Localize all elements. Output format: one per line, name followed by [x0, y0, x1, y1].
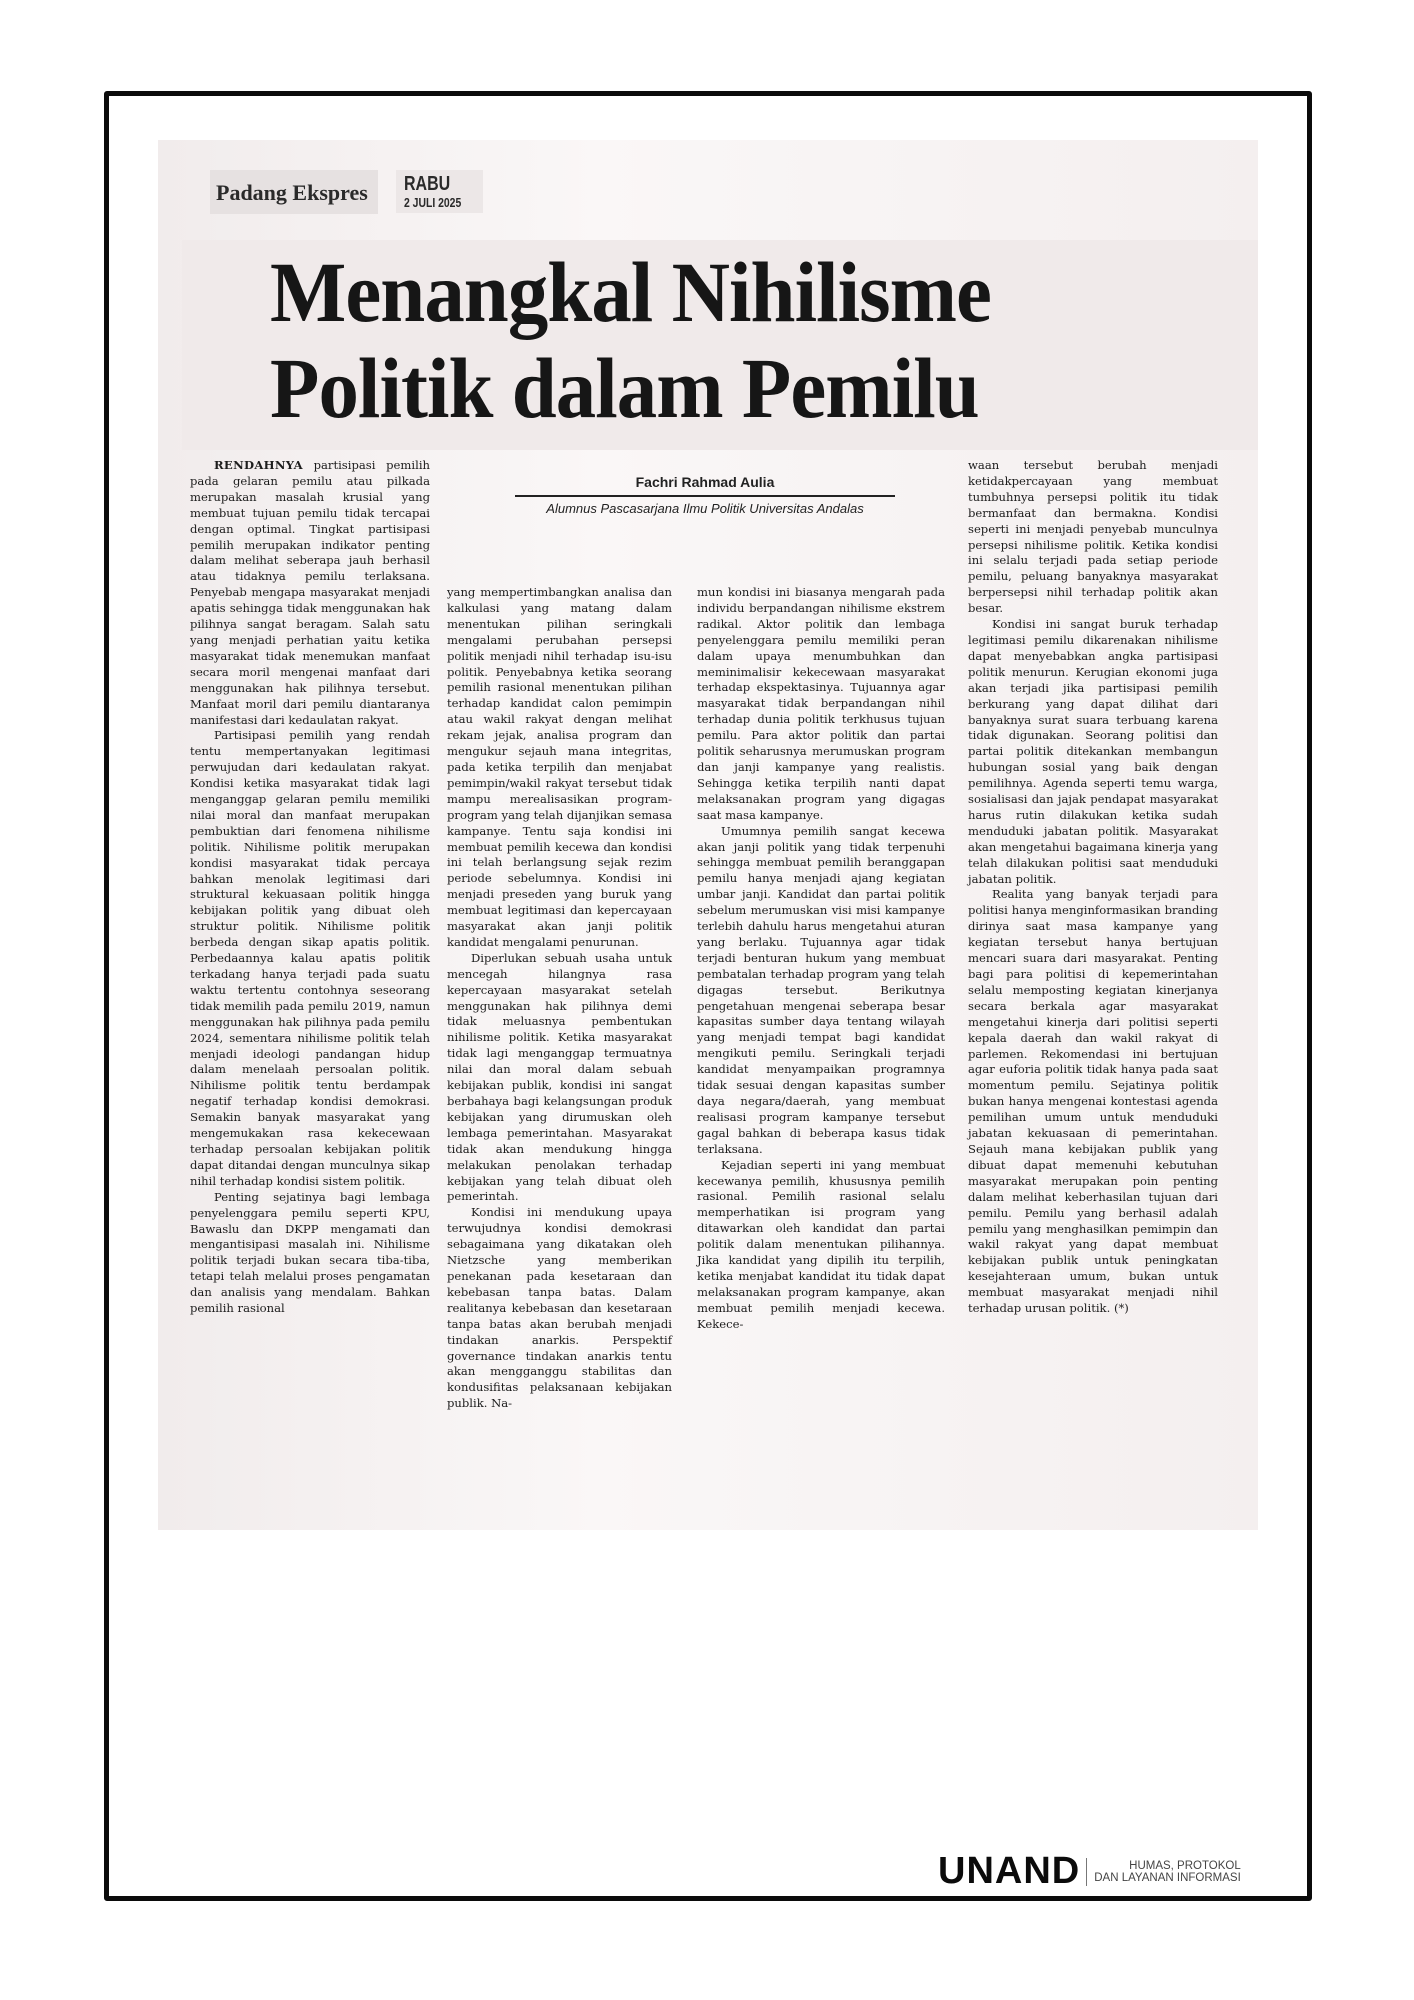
article-column-4	[968, 458, 1218, 1317]
unit-line-1: HUMAS, PROTOKOL	[1129, 1859, 1241, 1872]
paragraph: yang mempertimbangkan analisa dan kalkulasi yang matang dalam menentukan pilihan seringkali mengalami perubahan persepsi politik menjadi nihil terhadap isu-isu politik. Penyebabnya ketika seorang pemilih rasional menentukan pilihan terhadap kandidat calon pemimpin atau wakil rakyat dengan melihat rekam jejak, analisa program dan mengukur sejauh mana integritas, pada ketika terpilih dan menjabat pemimpin/wakil rakyat tersebut tidak mampu merealisasikan program-program yang telah dijanjikan semasa kampanye. Tentu saja kondisi ini membuat pemilih kecewa dan kondisi ini telah berlangsung sejak rezim periode sebelumnya. Kondisi ini menjadi preseden yang buruk yang membuat legitimasi dan kepercayaan masyarakat akan janji politik kandidat mengalami penurunan.	[447, 585, 672, 949]
publication-date	[396, 170, 484, 213]
paragraph: Diperlukan sebuah usaha untuk mencegah hilangnya rasa kepercayaan masyarakat setelah menggunakan hak pilihnya demi tidak meluasnya pembentukan nihilisme politik. Ketika masyarakat tidak lagi menganggap termuatnya nilai dan moral dalam sebuah kebijakan publik, kondisi ini sangat berbahaya bagi kelangsungan produk kebijakan yang dirumuskan oleh lembaga pemerintahan. Masyarakat tidak akan mendukung hingga melakukan penolakan terhadap kebijakan yang telah dibuat oleh pemerintah.	[447, 950, 672, 1204]
newspaper-name: Padang Ekspres	[210, 170, 378, 214]
author-name: Fachri Rahmad Aulia	[515, 474, 895, 497]
paragraph: Realita yang banyak terjadi para politisi hanya menginformasikan branding dirinya saat masa kampanye yang kegiatan tersebut hanya bertujuan mencari suara dari masyarakat. Penting bagi para politisi di kepemerintahan selalu memposting kegiatan kinerjanya secara berkala agar masyarakat mengetahui kinerja dari politisi seperti kepala daerah dan wakil rakyat di parlemen. Rekomendasi ini bertujuan agar euforia politik tidak hanya pada saat momentum pemilu. Sejatinya politik bukan hanya mengenai kontestasi agenda pemilihan umum untuk menduduki jabatan kekuasaan di pemerintahan. Sejauh mana kebijakan publik yang dibuat dapat memenuhi kebutuhan masyarakat merupakan poin penting dalam melihat keberhasilan tujuan dari pemilu. Pemilu yang berhasil adalah pemilu yang menghasilkan pemimpin dan wakil rakyat yang dapat membuat kebijakan publik untuk peningkatan kesejahteraan umum, bukan untuk membuat masyarakat menjadi nihil terhadap urusan politik. (*)	[968, 887, 1218, 1316]
publication-day: RABU	[403, 173, 451, 195]
paragraph: waan tersebut berubah menjadi ketidakpercayaan yang membuat tumbuhnya persepsi politik itu tidak bermanfaat dan bermakna. Kondisi seperti ini menjadi penyebab munculnya persepsi nihilisme politik. Ketika kondisi ini selalu terjadi pada setiap periode pemilu, peluang banyaknya masyarakat berpersepsi nihil terhadap politik akan besar.	[968, 458, 1218, 616]
masthead	[210, 170, 483, 214]
unit-line-2: DAN LAYANAN INFORMASI	[1094, 1871, 1241, 1884]
byline	[515, 474, 895, 516]
article-column-1	[190, 458, 430, 1317]
paragraph: Penting sejatinya bagi lembaga penyelenggara pemilu seperti KPU, Bawaslu dan DKPP mengamati dan mengantisipasi masalah ini. Nihilisme politik terjadi bukan secara tiba-tiba, tetapi telah melalui proses pengamatan dan analisis yang mendalam. Bahkan pemilih rasional	[190, 1189, 430, 1316]
lead-word: RENDAHNYA	[214, 458, 303, 472]
publication-date-text: 2 JULI 2025	[403, 195, 462, 210]
unit-name	[1094, 1860, 1241, 1884]
paragraph: RENDAHNYA partisipasi pemilih pada gelaran pemilu atau pilkada merupakan masalah krusial yang membuat tujuan pemilu tidak tercapai dengan optimal. Tingkat partisipasi pemilih merupakan indikator penting dalam melihat seberapa jauh berhasil atau tidaknya pemilu terlaksana. Penyebab mengapa masyarakat menjadi apatis sehingga tidak menggunakan hak pilihnya sangat beragam. Salah satu yang menjadi perhatian yaitu ketika masyarakat tidak menemukan manfaat secara moril mengenai manfaat dari menggunakan hak pilihnya tersebut. Manfaat moril dari pemilu diantaranya manifestasi dari kedaulatan rakyat.	[190, 458, 430, 727]
headline-line-1: Menangkal Nihilisme	[270, 244, 991, 340]
paragraph: Umumnya pemilih sangat kecewa akan janji politik yang tidak terpenuhi sehingga membuat pemilih beranggapan pemilu hanya menjadi ajang kegiatan umbar janji. Kandidat dan partai politik sebelum merumuskan visi misi kampanye terlebih dahulu harus mengetahui aturan yang berlaku. Tujuannya agar tidak terjadi benturan hukum yang membuat pembatalan terhadap program yang telah digagas tersebut. Berikutnya pengetahuan mengenai seberapa besar kapasitas sumber daya tentang wilayah yang menjadi tempat bagi kandidat mengikuti pemilu. Seringkali terjadi kandidat menyampaikan programnya tidak sesuai dengan kapasitas sumber daya negara/daerah, yang membuat realisasi program kampanye tersebut gagal bahkan di beberapa kasus tidak terlaksana.	[697, 823, 945, 1156]
unand-logo	[938, 1850, 1241, 1893]
headline-line-2: Politik dalam Pemilu	[270, 340, 979, 436]
article-column-3	[697, 585, 945, 1333]
unand-wordmark: UNAND	[938, 1850, 1081, 1892]
logo-divider	[1086, 1858, 1087, 1886]
article-column-2	[447, 585, 672, 1412]
author-affiliation: Alumnus Pascasarjana Ilmu Politik Universitas Andalas	[546, 501, 864, 516]
paragraph: Partisipasi pemilih yang rendah tentu mempertanyakan legitimasi perwujudan dari kedaulatan rakyat. Kondisi ketika masyarakat tidak lagi menganggap gelaran pemilu memiliki nilai moral dan manfaat merupakan pembuktian dari fenomena nihilisme politik. Nihilisme politik merupakan kondisi masyarakat tidak percaya bahkan menolak legitimasi dari struktural kekuasaan politik hingga kebijakan politik yang dibuat oleh struktur politik. Nihilisme politik berbeda dengan sikap apatis politik. Perbedaannya kalau apatis politik terkadang hanya terjadi pada suatu waktu tertentu contohnya seseorang tidak memilih pada pemilu 2019, namun menggunakan hak pilihnya pada pemilu 2024, sementara nihilisme politik telah menjadi ideologi pandangan hidup dalam menelaah persoalan politik. Nihilisme politik tentu berdampak negatif terhadap kondisi demokrasi. Semakin banyak masyarakat yang mengemukakan rasa kekecewaan terhadap persoalan kebijakan politik dapat ditandai dengan munculnya sikap nihil terhadap kondisi sistem politik.	[190, 728, 430, 1188]
paragraph: Kondisi ini sangat buruk terhadap legitimasi pemilu dikarenakan nihilisme dapat menyebabkan angka partisipasi politik menurun. Kerugian ekonomi juga akan terjadi jika partisipasi pemilih berkurang yang dapat dilihat dari banyaknya surat suara terbuang karena tidak digunakan. Seorang politisi dan partai politik ditekankan membangun hubungan sosial yang baik dengan pemilihnya. Agenda seperti temu warga, sosialisasi dan jajak pendapat masyarakat harus rutin dilakukan ketika sudah menduduki jabatan politik. Masyarakat akan mengetahui bagaimana kinerja yang telah dilakukan politisi saat menduduki jabatan politik.	[968, 617, 1218, 886]
paragraph: mun kondisi ini biasanya mengarah pada individu berpandangan nihilisme ekstrem radikal. Aktor politik dan lembaga penyelenggara pemilu memiliki peran dalam upaya menumbuhkan dan meminimalisir kekecewaan masyarakat terhadap ekspektasinya. Tujuannya agar masyarakat tidak berpandangan nihil terhadap dunia politik terkhusus tujuan pemilu. Para aktor politik dan partai politik seharusnya merumuskan program dan janji kampanye yang realistis. Sehingga ketika terpilih nanti dapat melaksanakan program yang digagas saat masa kampanye.	[697, 585, 945, 822]
article-headline	[270, 244, 1116, 436]
paragraph: Kejadian seperti ini yang membuat kecewanya pemilih, khususnya pemilih rasional. Pemilih rasional selalu memperhatikan isi program yang ditawarkan oleh kandidat dan partai politik dalam menentukan pilihannya. Jika kandidat yang dipilih itu terpilih, ketika menjabat kandidat itu tidak dapat melaksanakan program kampanye, akan membuat pemilih menjadi kecewa. Kekece-	[697, 1157, 945, 1331]
paragraph: Kondisi ini mendukung upaya terwujudnya kondisi demokrasi sebagaimana yang dikatakan oleh Nietzsche yang memberikan penekanan pada kesetaraan dan kebebasan tanpa batas. Dalam realitanya kebebasan dan kesetaraan tanpa batas akan berubah menjadi tindakan anarkis. Perspektif governance tindakan anarkis tentu akan mengganggu stabilitas dan kondusifitas pelaksanaan kebijakan publik. Na-	[447, 1205, 672, 1411]
